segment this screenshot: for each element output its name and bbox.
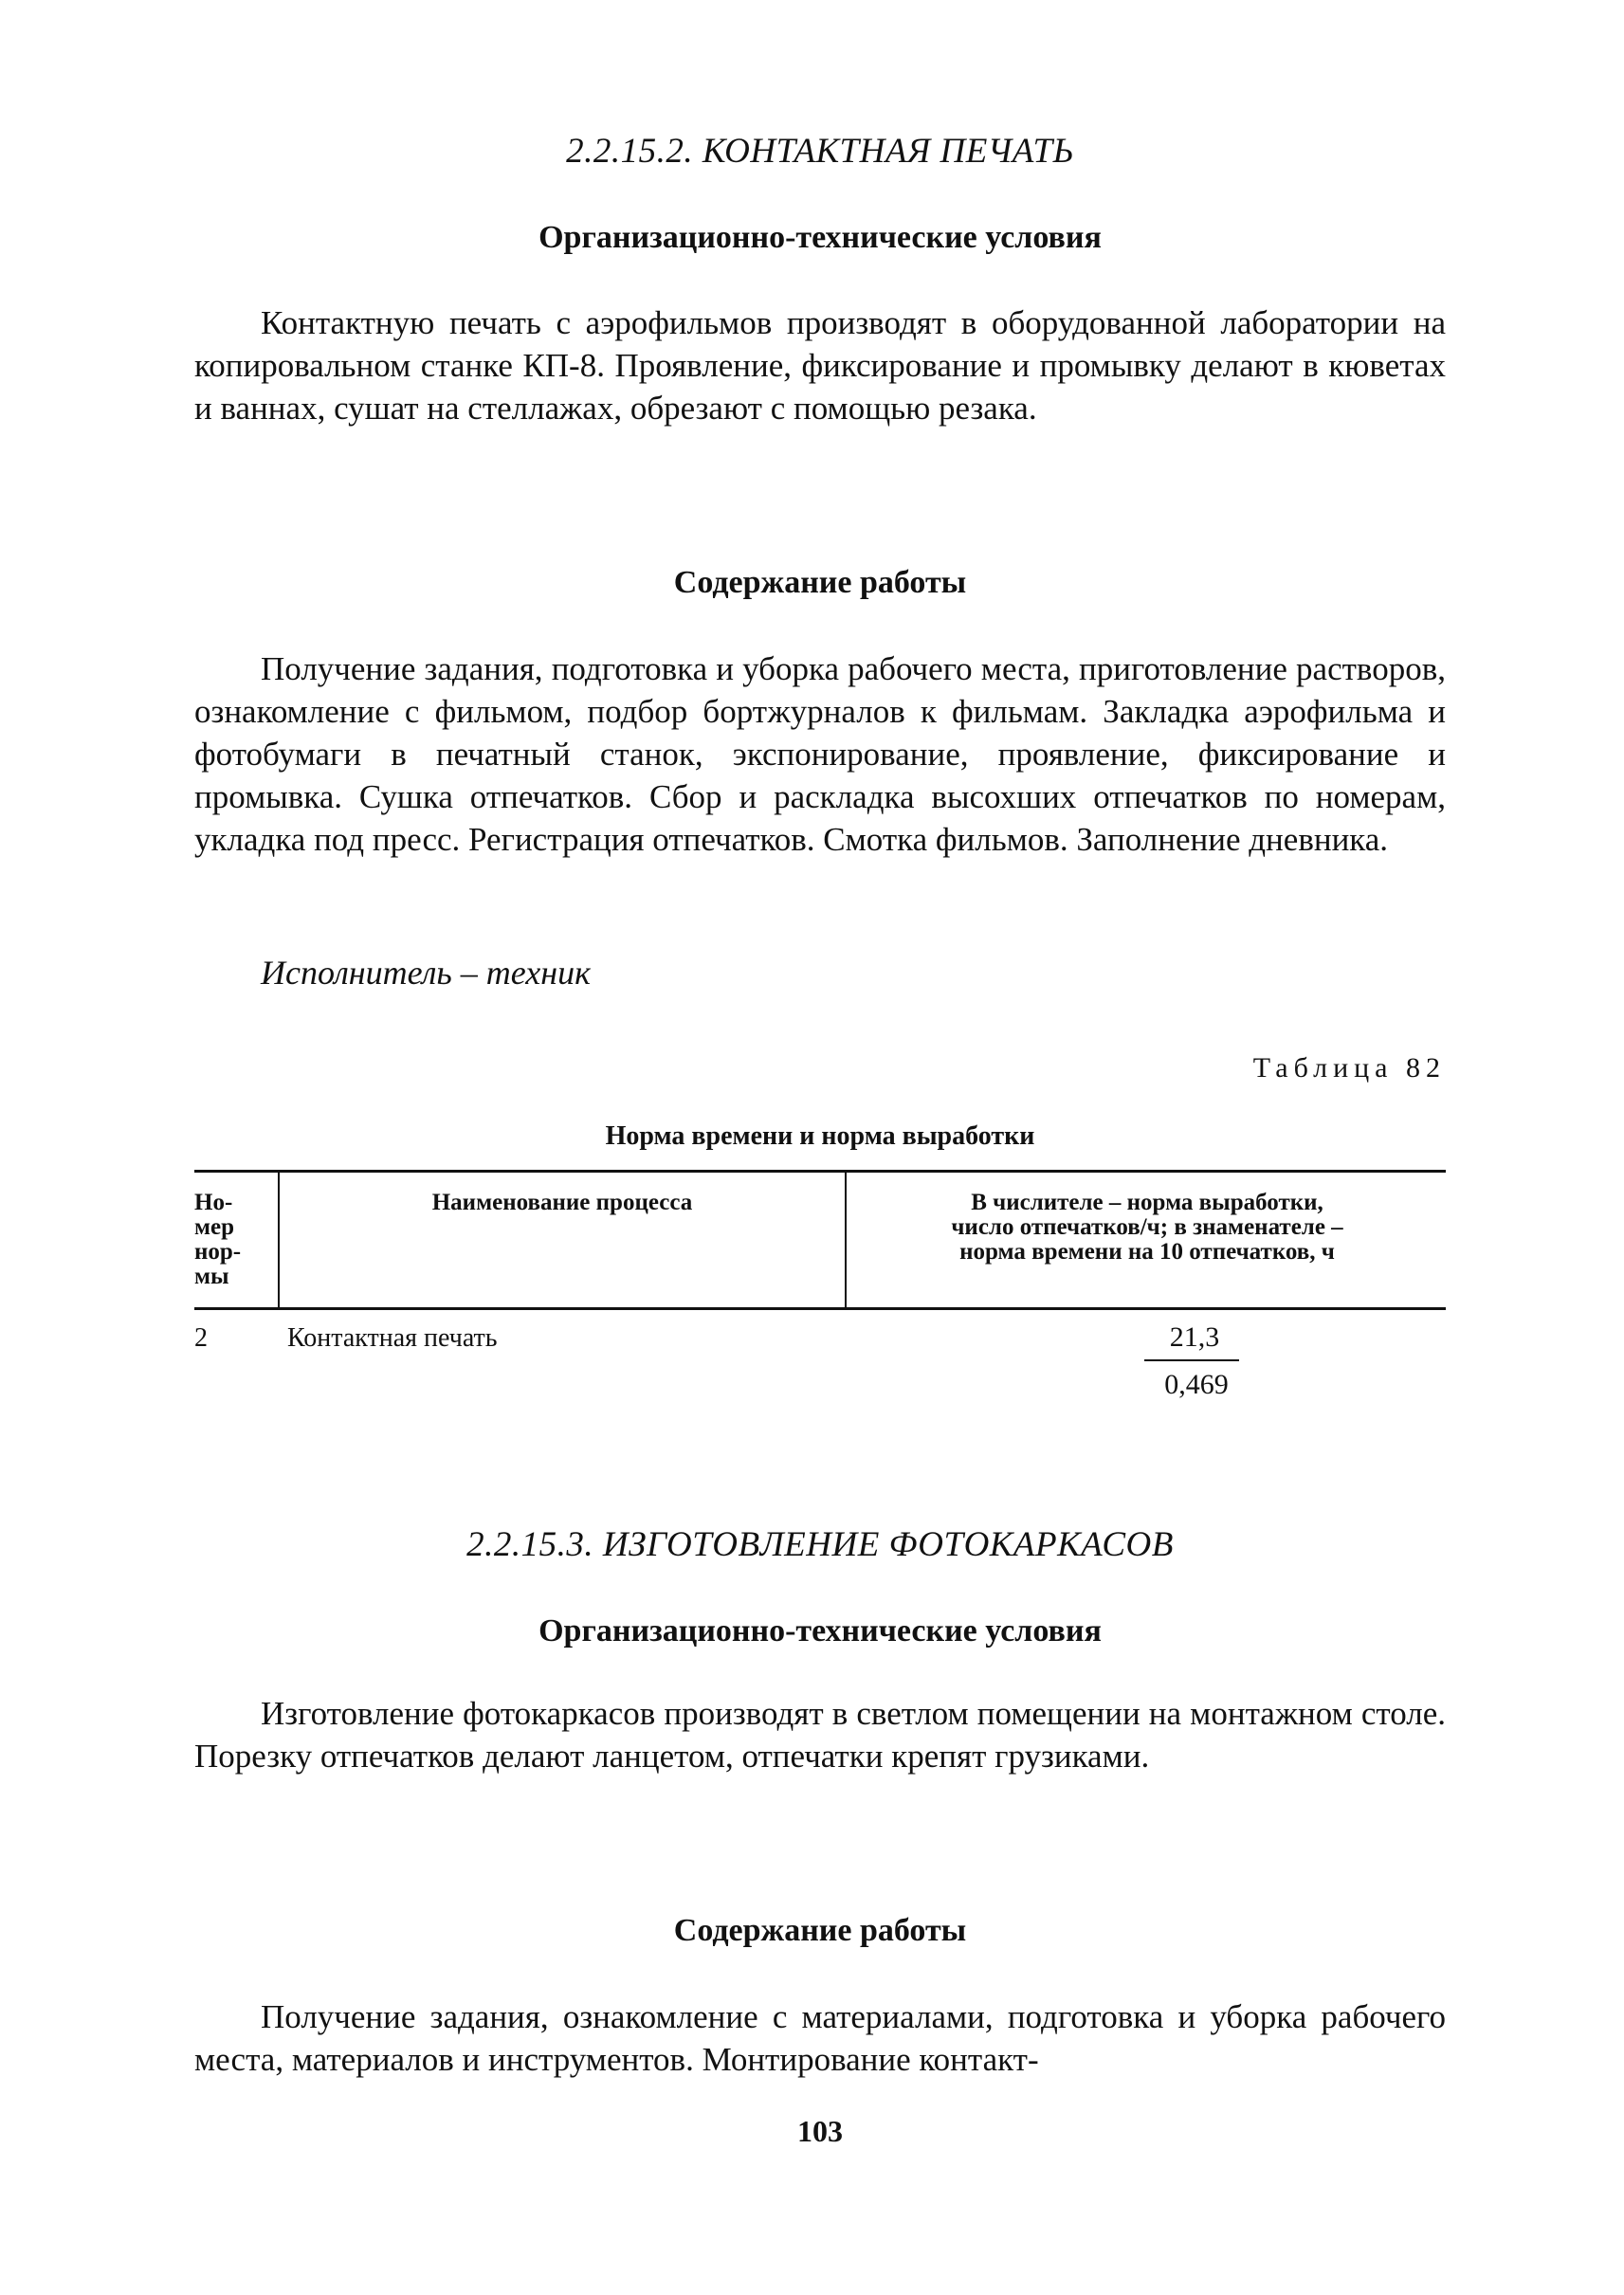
conditions-heading: Организационно-технические условия bbox=[538, 1613, 1102, 1648]
norm-table bbox=[194, 1170, 1446, 1416]
header-process: Наименование процесса bbox=[431, 1190, 693, 1215]
work-heading: Содержание работы bbox=[673, 565, 967, 600]
table-top-rule bbox=[194, 1170, 1446, 1173]
section-title: 2.2.15.3. ИЗГОТОВЛЕНИЕ ФОТОКАРКАСОВ bbox=[466, 1525, 1174, 1564]
table-header-rule bbox=[194, 1307, 1446, 1310]
header-number-line: мы bbox=[194, 1264, 229, 1289]
header-number-line: мер bbox=[194, 1214, 235, 1240]
header-number-line: Но- bbox=[194, 1190, 233, 1215]
conditions-heading: Организационно-технические условия bbox=[538, 220, 1102, 255]
header-norm-line: число отпечатков/ч; в знаменателе – bbox=[951, 1214, 1343, 1240]
header-number-line: нор- bbox=[194, 1239, 242, 1265]
work-heading: Содержание работы bbox=[673, 1913, 967, 1948]
section-title: 2.2.15.2. КОНТАКТНАЯ ПЕЧАТЬ bbox=[566, 132, 1074, 171]
work-paragraph: Получение задания, ознакомление с материалами, подготовка и уборка рабочего места, материалов и инструментов. Монтирование контакт- bbox=[194, 1998, 1446, 2078]
page-number: 103 bbox=[797, 2114, 843, 2148]
header-norm-line: В числителе – норма выработки, bbox=[971, 1190, 1323, 1215]
table-number: Таблица 82 bbox=[1252, 1052, 1446, 1084]
row-numerator: 21,3 bbox=[1169, 1321, 1220, 1353]
conditions-paragraph: Контактную печать с аэрофильмов производят в оборудованной лаборатории на копировальном станке КП-8. Проявление, фиксирование и промывку делают в кюветах и ваннах, сушат на стеллажах, обрезают с помощью резака. bbox=[194, 304, 1446, 427]
row-number: 2 bbox=[194, 1323, 208, 1353]
header-norm bbox=[848, 1191, 1446, 1265]
row-denominator: 0,469 bbox=[1164, 1369, 1229, 1400]
table-caption: Норма времени и норма выработки bbox=[605, 1121, 1035, 1151]
header-number bbox=[194, 1191, 276, 1289]
fraction-bar bbox=[1144, 1359, 1239, 1361]
header-norm-line: норма времени на 10 отпечатков, ч bbox=[959, 1239, 1335, 1265]
row-process: Контактная печать bbox=[287, 1323, 498, 1353]
table-divider bbox=[845, 1170, 847, 1308]
conditions-paragraph: Изготовление фотокаркасов производят в светлом помещении на монтажном столе. Порезку отпечатков делают ланцетом, отпечатки крепят грузиками. bbox=[194, 1695, 1446, 1775]
performer-line: Исполнитель – техник bbox=[261, 954, 591, 992]
work-paragraph: Получение задания, подготовка и уборка рабочего места, приготовление растворов, ознакомление с фильмом, подбор бортжурналов к фильмам. Закладка аэрофильма и фотобумаги в печатный станок, экспонирование, проявление, фиксирование и промывка. Сушка отпечатков. Сбор и раскладка высохших отпечатков по номерам, укладка под пресс. Регистрация отпечатков. Смотка фильмов. Заполнение дневника. bbox=[194, 650, 1446, 858]
